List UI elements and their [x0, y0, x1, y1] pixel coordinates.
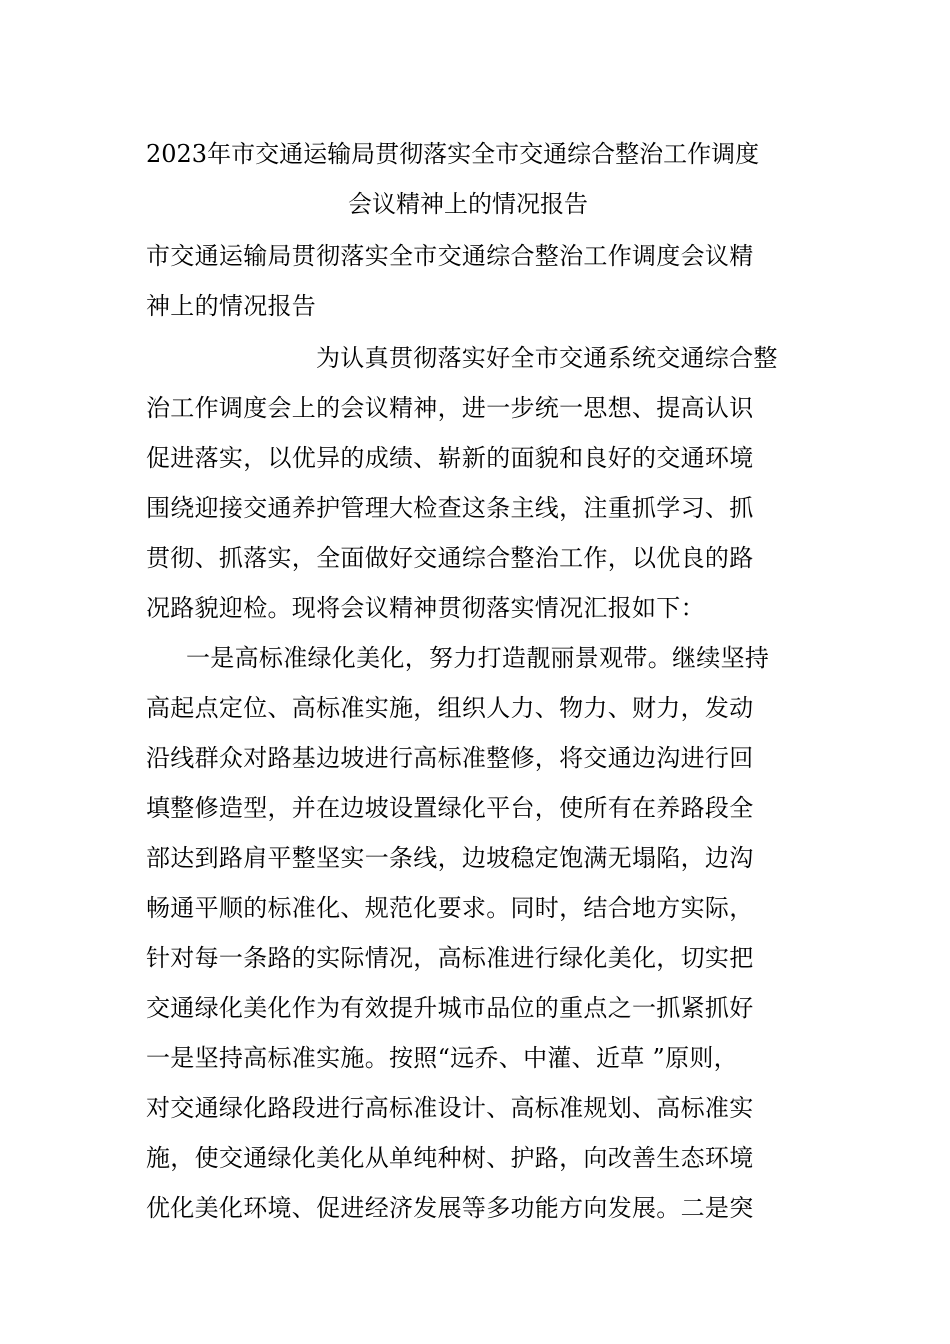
body-line: 况路貌迎检。现将会议精神贯彻落实情况汇报如下： — [146, 594, 705, 622]
body-line: 沿线群众对路基边坡进行高标准整修，将交通边沟进行回 — [146, 744, 754, 772]
body-line: 市交通运输局贯彻落实全市交通综合整治工作调度会议精 — [146, 242, 754, 270]
body-line: 贯彻、抓落实，全面做好交通综合整治工作，以优良的路 — [146, 544, 754, 572]
body-line: 神上的情况报告 — [146, 292, 317, 320]
body-line: 填整修造型，并在边坡设置绿化平台，使所有在养路段全 — [146, 794, 754, 822]
body-line: 部达到路肩平整坚实一条线，边坡稳定饱满无塌陷，边沟 — [146, 844, 754, 872]
document-title-line-1: 2023年市交通运输局贯彻落实全市交通综合整治工作调度 — [146, 140, 760, 168]
body-line: 对交通绿化路段进行高标准设计、高标准规划、高标准实 — [146, 1094, 754, 1122]
body-line: 围绕迎接交通养护管理大检查这条主线，注重抓学习、抓 — [146, 494, 754, 522]
body-line: 畅通平顺的标准化、规范化要求。同时，结合地方实际， — [146, 894, 754, 922]
body-line: 高起点定位、高标准实施，组织人力、物力、财力，发动 — [146, 694, 754, 722]
body-line: 施，使交通绿化美化从单纯种树、护路，向改善生态环境 — [146, 1144, 754, 1172]
body-line: 一是高标准绿化美化，努力打造靓丽景观带。继续坚持 — [186, 644, 770, 672]
body-line: 交通绿化美化作为有效提升城市品位的重点之一抓紧抓好 — [146, 994, 754, 1022]
body-line: 治工作调度会上的会议精神，进一步统一思想、提高认识 — [146, 394, 754, 422]
body-line: 为认真贯彻落实好全市交通系统交通综合整 — [316, 344, 778, 372]
document-title-line-2: 会议精神上的情况报告 — [348, 190, 588, 218]
body-line: 一是坚持高标准实施。按照“远乔、中灌、近草 ”原则， — [146, 1044, 738, 1072]
body-line: 促进落实，以优异的成绩、崭新的面貌和良好的交通环境 — [146, 444, 754, 472]
body-line: 优化美化环境、促进经济发展等多功能方向发展。二是突 — [146, 1194, 754, 1222]
body-line: 针对每一条路的实际情况，高标准进行绿化美化，切实把 — [146, 944, 754, 972]
